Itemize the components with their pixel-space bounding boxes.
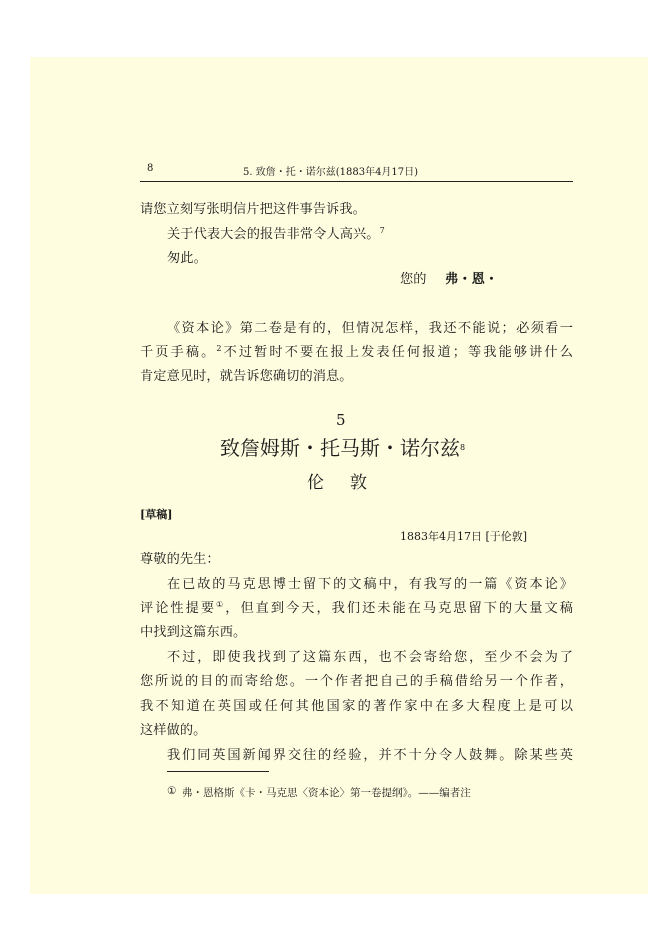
footnote-marker: ① (167, 785, 177, 797)
endnote-ref: 7 (379, 226, 385, 235)
text-line: 我不知道在英国或任何其他国家的著作家中在多大程度上是可以 (140, 699, 573, 714)
draft-tag: [草稿] (140, 508, 173, 521)
signature: 弗・恩・ (445, 272, 499, 287)
text-line: 不过，即使我找到了这篇东西，也不会寄给您，至少不会为了 (167, 650, 573, 665)
text-line: 您所说的目的而寄给您。一个作者把自己的手稿借给另一个作者， (140, 674, 573, 689)
header-rule (140, 181, 573, 182)
text-line: 中找到这篇东西。 (140, 625, 247, 640)
page-number: 8 (147, 163, 154, 174)
text-line: 千页手稿。$^2$不过暂时不要在报上发表任何报道；等我能够讲什么 (140, 344, 573, 360)
letter-place: 伦敦 (307, 473, 393, 493)
text-line: 《资本论》第二卷是有的，但情况怎样，我还不能说；必须看一 (167, 321, 573, 336)
closing: 您的 (400, 272, 427, 287)
letter-title: 致詹姆斯・托马斯・诺尔兹$^8$ (220, 436, 466, 460)
footnote-ref: ① (216, 600, 226, 609)
text-line: 匆此。 (167, 251, 207, 266)
book-page (30, 57, 648, 894)
text-line: 肯定意见时，就告诉您确切的消息。 (140, 369, 353, 384)
text-line: 我们同英国新闻界交往的经验，并不十分令人鼓舞。除某些英 (167, 748, 573, 763)
footnote-text: 弗・恩格斯《卡・马克思〈资本论〉第一卷提纲》。——编者注 (182, 787, 471, 799)
endnote-ref: 8 (460, 443, 466, 452)
text-line: 关于代表大会的报告非常令人高兴。$^7$ (167, 226, 385, 242)
text-line: 请您立刻写张明信片把这件事告诉我。 (140, 202, 366, 217)
salutation: 尊敬的先生： (140, 552, 220, 567)
letter-number: 5 (336, 411, 346, 429)
text-line: 在已故的马克思博士留下的文稿中，有我写的一篇《资本论》 (167, 577, 573, 592)
footnote-rule (167, 771, 269, 772)
endnote-ref: 2 (216, 344, 222, 353)
text-line: 这样做的。 (140, 723, 207, 738)
letter-date: 1883年4月17日 [于伦敦] (400, 530, 528, 543)
running-title: 5. 致詹・托・诺尔兹(1883年4月17日) (243, 167, 419, 178)
text-line: 评论性提要①，但直到今天，我们还未能在马克思留下的大量文稿 (140, 600, 574, 616)
